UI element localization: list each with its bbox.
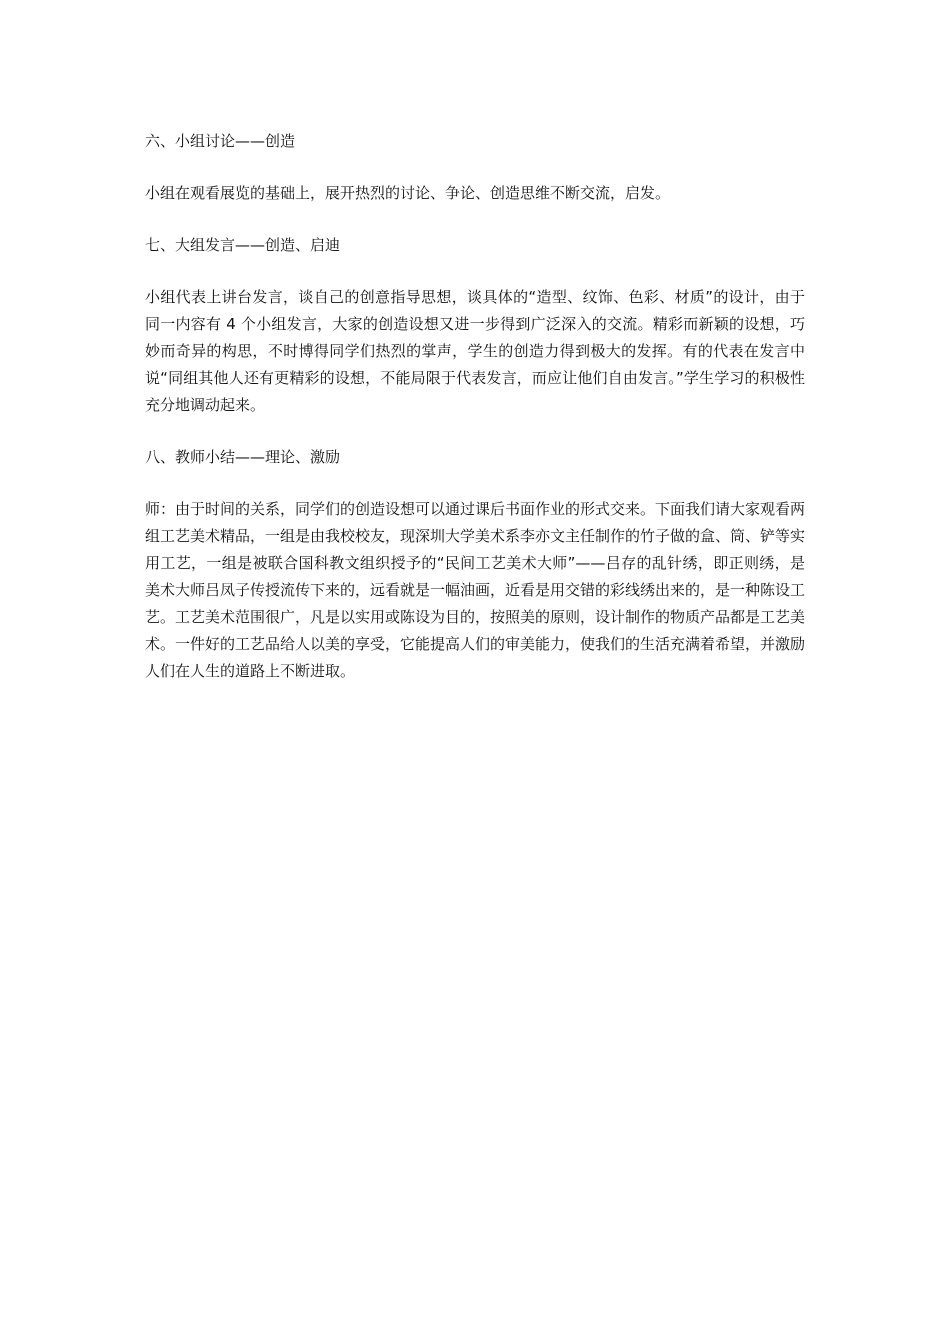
section-paragraph-7: 小组代表上讲台发言，谈自己的创意指导思想，谈具体的“造型、纹饰、色彩、材质”的设计，由于同一内容有 4 个小组发言，大家的创造设想又进一步得到广泛深入的交流。精彩而新颖的设想，巧妙而奇异的构思，不时博得同学们热烈的掌声，学生的创造力得到极大的发挥。有的代表在发言中说“同组其他人还有更精彩的设想，不能局限于代表发言，而应让他们自由发言。”学生学习的积极性充分地调动起来。	[145, 288, 805, 414]
section-heading-7: 七、大组发言——创造、启迪	[145, 236, 341, 254]
section-paragraph-8: 师：由于时间的关系，同学们的创造设想可以通过课后书面作业的形式交来。下面我们请大家观看两组工艺美术精品，一组是由我校校友，现深圳大学美术系李亦文主任制作的竹子做的盒、筒、铲等实用工艺，一组是被联合国科教文组织授予的“民间工艺美术大师”——吕存的乱针绣，即正则绣，是美术大师吕凤子传授流传下来的，远看就是一幅油画，近看是用交错的彩线绣出来的，是一种陈设工艺。工艺美术范围很广，凡是以实用或陈设为目的，按照美的原则，设计制作的物质产品都是工艺美术。一件好的工艺品给人以美的享受，它能提高人们的审美能力，使我们的生活充满着希望，并激励人们在人生的道路上不断进取。	[145, 500, 806, 680]
document-body	[145, 128, 805, 710]
section-paragraph-6: 小组在观看展览的基础上，展开热烈的讨论、争论、创造思维不断交流，启发。	[145, 184, 671, 202]
section-heading-6: 六、小组讨论——创造	[145, 132, 296, 150]
section-heading-8: 八、教师小结——理论、激励	[145, 448, 341, 466]
